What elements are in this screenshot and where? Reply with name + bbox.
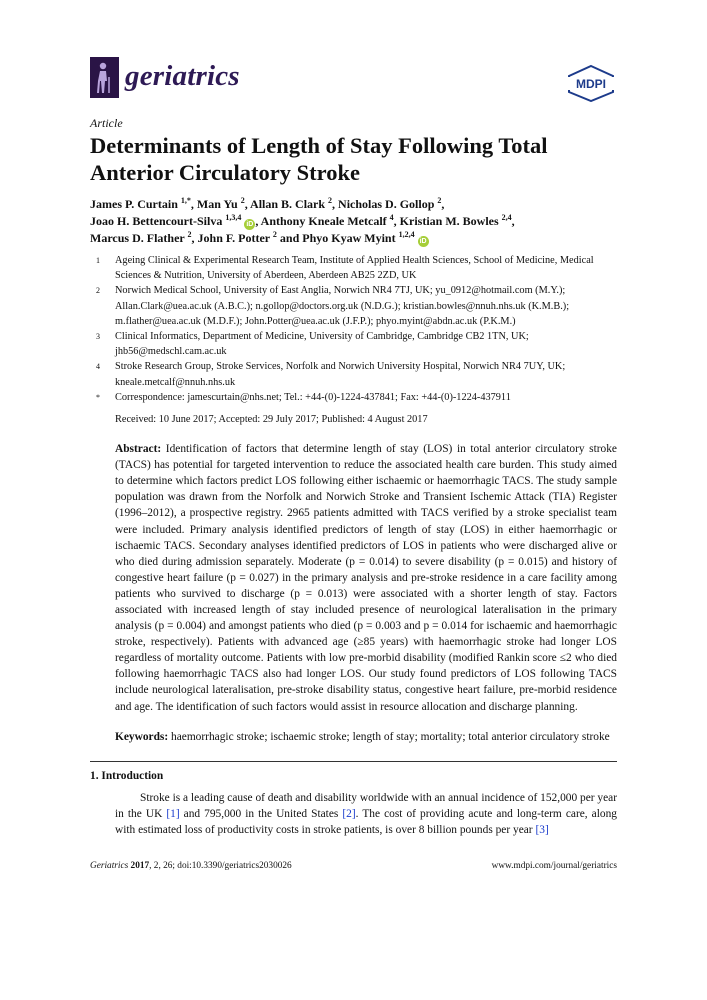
affiliation-text: Stroke Research Group, Stroke Services, Norfolk and Norwich University Hospital, Norwich NR4 7UY, UK; kneale.metcalf@nnuh.nhs.uk [115, 361, 566, 388]
author-affiliation-marker: 2 [187, 230, 192, 239]
author: Kristian M. Bowles $^{2,4}$, [399, 213, 515, 228]
footer-year: 2017 [130, 861, 150, 871]
affiliation-item [90, 329, 617, 359]
author: Man Yu $^2$, [196, 196, 251, 211]
journal-header [90, 57, 617, 98]
keywords [115, 729, 617, 745]
affiliation-item [90, 283, 617, 329]
author-affiliation-marker: 2 [328, 196, 333, 205]
orcid-icon[interactable]: iD [246, 221, 254, 228]
author: Allan B. Clark $^2$, [250, 196, 339, 211]
affiliation-item [90, 390, 617, 405]
intro-text: Stroke is a leading cause of death and disability worldwide with an annual incidence of 152,000 per year in the UK [115, 791, 617, 820]
author-affiliation-marker: 1,* [180, 196, 191, 205]
affiliation-number: * [96, 392, 100, 402]
affiliation-number: 1 [96, 256, 100, 265]
author-affiliation-marker: 1,3,4 [225, 213, 242, 222]
affiliations [90, 253, 617, 405]
footer-volume-doi: , 2, 26; doi:10.3390/geriatrics2030026 [149, 861, 292, 871]
author: Anthony Kneale Metcalf $^4$, [260, 213, 400, 228]
intro-paragraph [115, 790, 617, 838]
intro-text: and 795,000 in the United States [179, 807, 343, 820]
affiliation-number: 4 [96, 362, 100, 372]
intro-text: . The cost of providing acute and long-term care, along with estimated loss of productivity costs in stroke patients, is over 8 billion pounds per year [115, 807, 617, 836]
affiliation-text: Norwich Medical School, University of East Anglia, Norwich NR4 7TJ, UK; yu_0912@hotmail.com (M.Y.); Allan.Clark@uea.ac.uk (A.B.C.); n.gollop@doctors.org.uk (N.D.G.); kristian.bowles@nnuh.nhs.uk (K.M.B.); m.flather@uea.ac.uk (M.D.F.); John.Potter@uea.ac.uk (J.F.P.); phyo.myint@abdn.ac.uk (P.K.M.) [115, 285, 570, 327]
article-type: Article [90, 116, 123, 130]
author: Phyo Kyaw Myint $^{1,2,4}$ iD [302, 230, 427, 245]
citation-link[interactable]: [2] [342, 807, 356, 820]
footer-journal: Geriatrics [90, 861, 129, 871]
author: John F. Potter $^2$ and [197, 230, 303, 245]
journal-name: geriatrics [125, 60, 240, 92]
author-affiliation-marker: 2 [437, 196, 442, 205]
journal-logo-icon [90, 57, 119, 98]
citation-link[interactable]: [3] [535, 823, 549, 836]
author-affiliation-marker: 2,4 [501, 213, 512, 222]
author-affiliation-marker: 1,2,4 [398, 230, 415, 239]
author-list [90, 196, 617, 247]
author: Nicholas D. Gollop $^2$, [338, 196, 445, 211]
section-heading: 1. Introduction [90, 769, 164, 782]
affiliation-number: 3 [96, 332, 100, 342]
author: Joao H. Bettencourt-Silva $^{1,3,4}$ iD , [90, 213, 261, 228]
author-affiliation-marker: 4 [389, 213, 394, 222]
affiliation-item [90, 359, 617, 389]
mdpi-logo [565, 64, 617, 102]
footer-url[interactable]: www.mdpi.com/journal/geriatrics [491, 861, 617, 871]
abstract [115, 441, 617, 715]
author-affiliation-marker: 2 [272, 230, 277, 239]
affiliation-item [90, 253, 617, 283]
affiliation-text: Clinical Informatics, Department of Medicine, University of Cambridge, Cambridge CB2 1TN, UK; jhb56@medschl.cam.ac.uk [115, 331, 529, 358]
author: Marcus D. Flather $^2$, [90, 230, 198, 245]
section-divider [90, 761, 617, 762]
keywords-text: haemorrhagic stroke; ischaemic stroke; length of stay; mortality; total anterior circulatory stroke [171, 730, 610, 743]
mdpi-logo-text: MDPI [576, 77, 606, 91]
author-affiliation-marker: 2 [240, 196, 245, 205]
publication-dates: Received: 10 June 2017; Accepted: 29 July 2017; Published: 4 August 2017 [115, 414, 428, 426]
abstract-label: Abstract: [115, 443, 162, 456]
affiliation-text: Ageing Clinical & Experimental Research Team, Institute of Applied Health Sciences, School of Medicine, Medical Sciences & Nutrition, University of Aberdeen, Aberdeen AB25 2ZD, UK [115, 255, 594, 282]
paper-title: Determinants of Length of Stay Following Total Anterior Circulatory Stroke [90, 133, 548, 185]
affiliation-text: Correspondence: jamescurtain@nhs.net; Tel.: +44-(0)-1224-437841; Fax: +44-(0)-1224-437911 [115, 391, 511, 403]
keywords-label: Keywords: [115, 730, 169, 743]
affiliation-number: 2 [96, 286, 100, 296]
page-footer [90, 860, 617, 872]
footer-citation [90, 860, 292, 872]
citation-link[interactable]: [1] [166, 807, 180, 820]
orcid-icon[interactable]: iD [419, 238, 427, 245]
author: James P. Curtain $^{1,*}$, [90, 196, 197, 211]
abstract-text: Identification of factors that determine length of stay (LOS) in total anterior circulatory stroke (TACS) has potential for targeted intervention to reduce the associated health care burden. This study aimed to determine which factors predict LOS following either ischaemic or haemorrhagic TACS. The study sample population was drawn from the Norfolk and Norwich Stroke and Transient Ischemic Attack (TIA) Register (1996–2012), a prospective registry. 2965 patients admitted with TACS verified by a stroke specialist team were included. Primary analysis identified predictors of length of stay (LOS) in either haemorrhagic or ischaemic TACS. Secondary analyses identified predictors of LOS in patients who were discharged alive or who died during admission separately. Moderate (p = 0.014) to severe disability (p = 0.015) and history of congestive heart failure (p = 0.027) in the primary analysis and pre-stroke residence in a care facility among patients who survived to discharge (p = 0.013) were associated with a shorter length of stay. Factors associated with increased length of stay included presence of neurological lateralisation in the primary analysis (p = 0.004) and amongst patients who died (p = 0.003 and p = 0.014 for ischaemic and haemorrhagic stroke, respectively). Patients with advanced age (≥85 years) with haemorrhagic stroke had longer LOS regardless of mortality outcome. Patients with low pre-morbid disability (modified Rankin score ≤2 who died following haemorrhagic TACS also had longer LOS. Our study found predictors of LOS following TACS include neurological lateralisation, pre-stroke disability status, congestive heart failure, pre-morbid residence and age. The identification of such factors would assist in resource allocation and discharge planning. [115, 443, 617, 713]
